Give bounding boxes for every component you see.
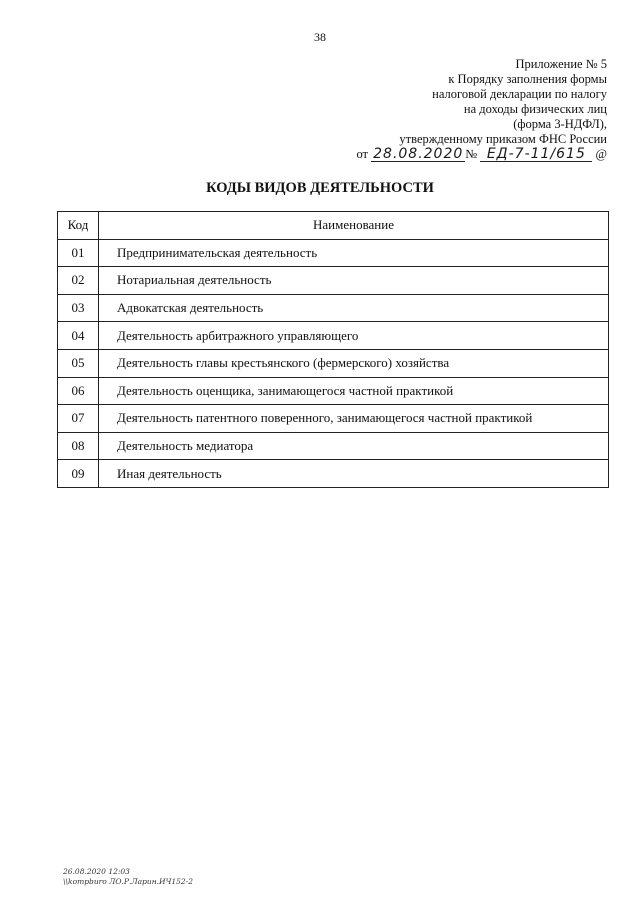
- header-name: Наименование: [99, 212, 609, 240]
- table-row: [58, 322, 609, 350]
- cell-code: 04: [58, 322, 99, 350]
- cell-code: 05: [58, 349, 99, 377]
- appendix-line: (форма 3-НДФЛ),: [513, 117, 607, 131]
- table-row: [58, 349, 609, 377]
- cell-code: 02: [58, 267, 99, 295]
- print-footer: [63, 867, 193, 887]
- footer-timestamp: 26.08.2020 12:03: [63, 867, 130, 876]
- cell-name: Деятельность арбитражного управляющего: [99, 322, 609, 350]
- cell-name: Деятельность главы крестьянского (фермерского) хозяйства: [99, 349, 609, 377]
- cell-name: Деятельность оценщика, занимающегося частной практикой: [99, 377, 609, 405]
- footer-path: \\kompburo ЛО.Р.Ларин.ИЧ152-2: [63, 877, 194, 886]
- appendix-line: к Порядку заполнения формы: [448, 72, 607, 86]
- document-title: КОДЫ ВИДОВ ДЕЯТЕЛЬНОСТИ: [206, 180, 434, 196]
- cell-code: 01: [58, 239, 99, 267]
- table-row: [58, 267, 609, 295]
- order-reference-line: [356, 147, 607, 162]
- page-number: 38: [314, 30, 326, 44]
- order-suffix: @: [595, 147, 607, 161]
- handwritten-order-number: ЕД-7-11/615: [480, 147, 592, 162]
- header-code: Код: [58, 212, 99, 240]
- appendix-block: [356, 57, 607, 162]
- number-sign: №: [465, 147, 478, 161]
- cell-name: Нотариальная деятельность: [99, 267, 609, 295]
- cell-name: Деятельность медиатора: [99, 432, 609, 460]
- table-row: [58, 405, 609, 433]
- table-row: [58, 377, 609, 405]
- table-row: [58, 294, 609, 322]
- cell-name: Предпринимательская деятельность: [99, 239, 609, 267]
- cell-code: 03: [58, 294, 99, 322]
- cell-code: 06: [58, 377, 99, 405]
- cell-code: 09: [58, 460, 99, 488]
- table-row: [58, 460, 609, 488]
- handwritten-date: 28.08.2020: [373, 146, 464, 162]
- table-row: [58, 432, 609, 460]
- activity-codes-table: [57, 211, 609, 488]
- appendix-line: налоговой декларации по налогу: [432, 87, 607, 101]
- appendix-line: на доходы физических лиц: [463, 102, 607, 116]
- table-header-row: [58, 212, 609, 240]
- appendix-line: утвержденному приказом ФНС России: [399, 132, 607, 146]
- cell-code: 07: [58, 405, 99, 433]
- appendix-line: Приложение № 5: [515, 57, 607, 71]
- cell-code: 08: [58, 432, 99, 460]
- cell-name: Адвокатская деятельность: [99, 294, 609, 322]
- from-prefix: от: [356, 147, 368, 161]
- cell-name: Иная деятельность: [99, 460, 609, 488]
- cell-name: Деятельность патентного поверенного, занимающегося частной практикой: [99, 405, 609, 433]
- table-row: [58, 239, 609, 267]
